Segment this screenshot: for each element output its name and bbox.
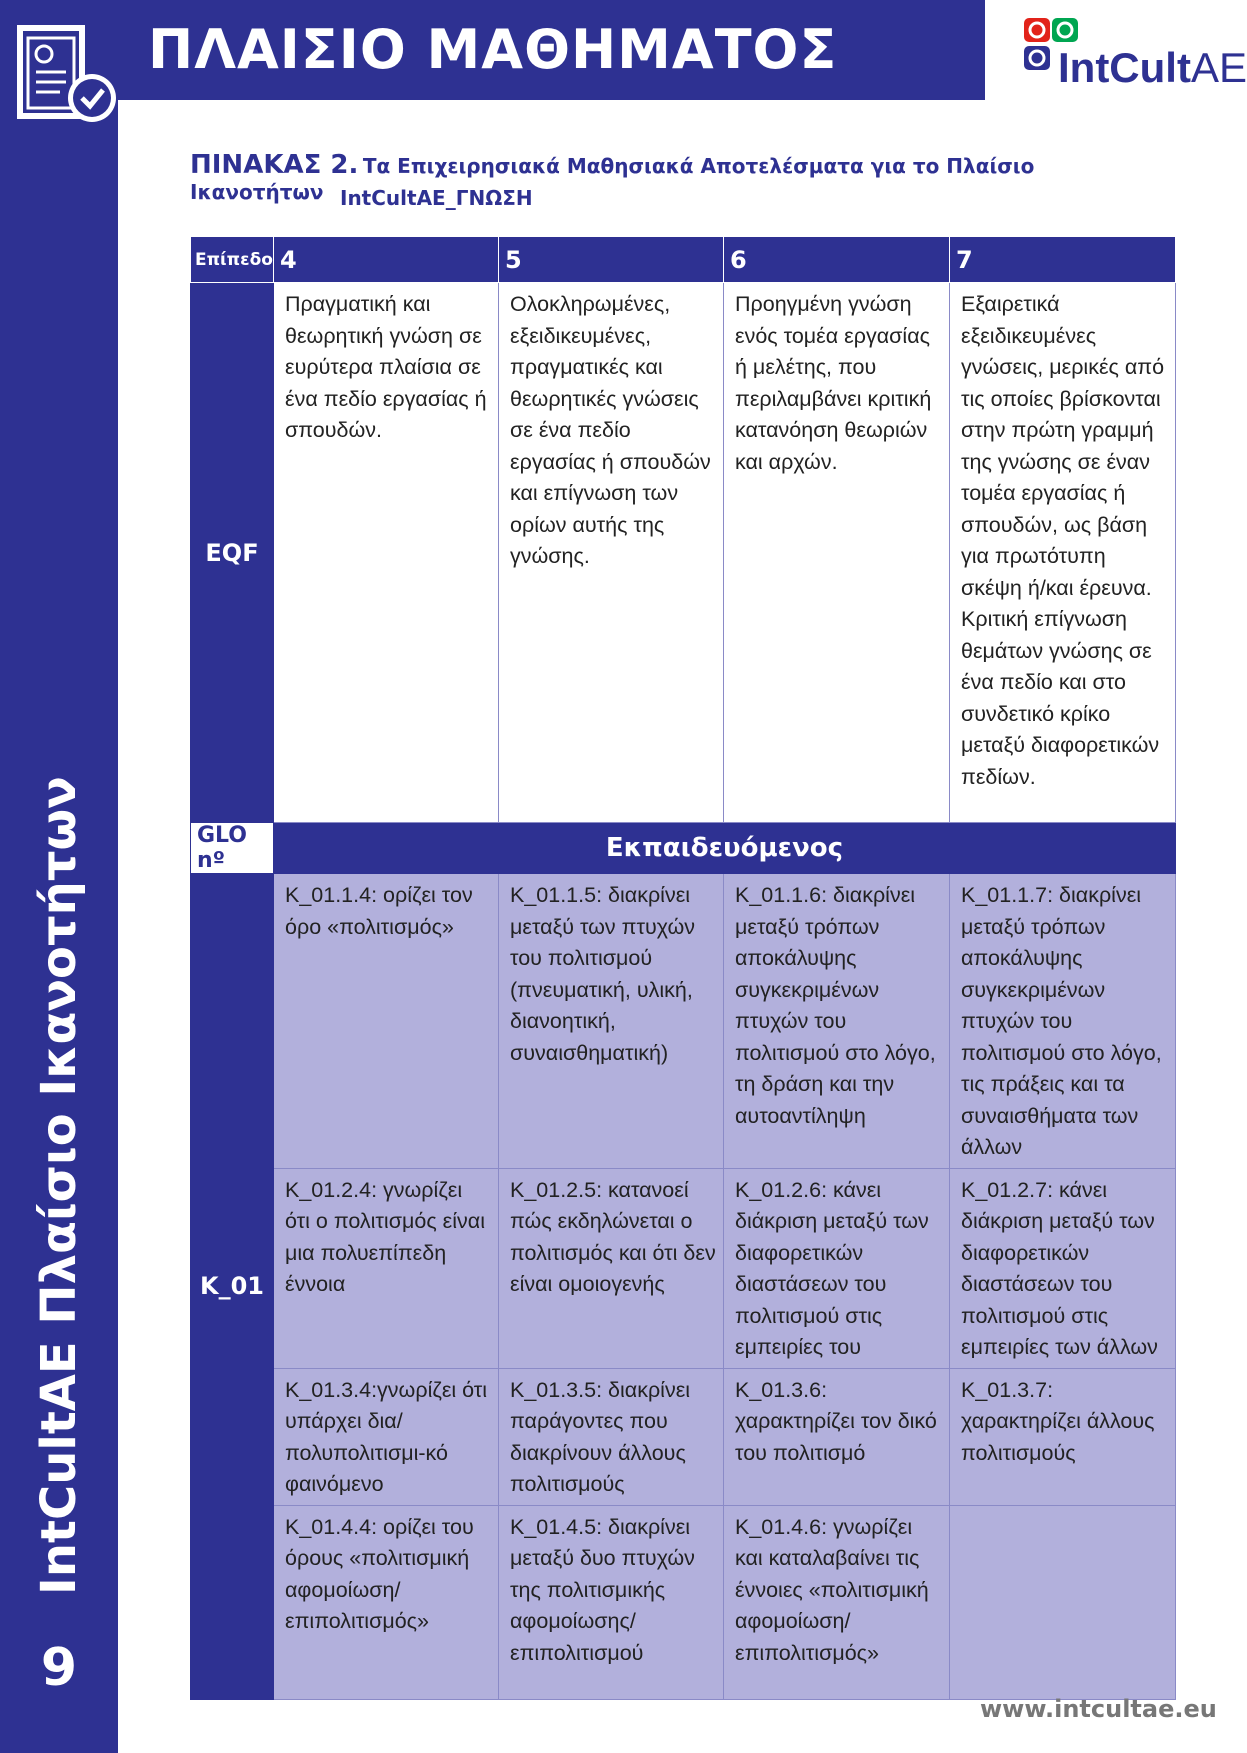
caption-text: Τα Επιχειρησιακά Μαθησιακά Αποτελέσματα για το Πλαίσιο Ικανοτήτων (190, 154, 1035, 204)
outcome-cell: K_01.2.4: γνωρίζει ότι ο πολιτισμός είναι μια πολυεπίπεδη έννοια (274, 1168, 499, 1368)
outcome-cell: K_01.4.6: γνωρίζει και καταλαβαίνει τις έννοιες «πολιτισμική αφομοίωση/ επιπολιτισμός» (724, 1505, 950, 1699)
table-row (191, 1505, 1176, 1699)
eqf-cell: Ολοκληρωμένες, εξειδικευμένες, πραγματικές και θεωρητικές γνώσεις σε ένα πεδίο εργασίας ή σπουδών και επίγνωση των ορίων αυτής της γνώσης. (499, 283, 724, 823)
eqf-cell: Πραγματική και θεωρητική γνώση σε ευρύτερα πλαίσια σε ένα πεδίο εργασίας ή σπουδών. (274, 283, 499, 823)
glo-header-row (191, 823, 1176, 874)
footer-url: www.intcultae.eu (980, 1695, 1217, 1723)
table-row (191, 1168, 1176, 1368)
outcome-cell (950, 1505, 1176, 1699)
level-5: 5 (499, 237, 724, 283)
table-caption (190, 150, 1150, 204)
table-row (191, 874, 1176, 1169)
outcome-cell: K_01.3.5: διακρίνει παράγοντες που διακρίνουν άλλους πολιτισμούς (499, 1368, 724, 1505)
caption-prefix: ΠΙΝΑΚΑΣ 2. (190, 150, 359, 180)
eqf-cell: Προηγμένη γνώση ενός τομέα εργασίας ή μελέτης, που περιλαμβάνει κριτική κατανόηση θεωριών και αρχών. (724, 283, 950, 823)
outcome-cell: K_01.2.6: κάνει διάκριση μεταξύ των διαφορετικών διαστάσεων του πολιτισμού στις εμπειρίες του (724, 1168, 950, 1368)
eqf-cell: Εξαιρετικά εξειδικευμένες γνώσεις, μερικές από τις οποίες βρίσκονται στην πρώτη γραμμή της γνώσης σε έναν τομέα εργασίας ή σπουδών, ως βάση για πρωτότυπη σκέψη ή/και έρευνα. Κριτική επίγνωση θεμάτων γνώσης σε ένα πεδίο και στο συνδετικό κρίκο μεταξύ διαφορετικών πεδίων. (950, 283, 1176, 823)
level-7: 7 (950, 237, 1176, 283)
glo-label: GLO nº (191, 823, 274, 874)
outcome-cell: K_01.1.7: διακρίνει μεταξύ τρόπων αποκάλυψης συγκεκριμένων πτυχών του πολιτισμού στο λόγο, τις πράξεις και τα συναισθήματα των άλλων (950, 874, 1176, 1169)
eqf-label: EQF (191, 283, 274, 823)
learner-header: Εκπαιδευόμενος (274, 823, 1176, 874)
outcome-cell: K_01.4.5: διακρίνει μεταξύ δυο πτυχών της πολιτισμικής αφομοίωσης/ επιπολιτισμού (499, 1505, 724, 1699)
side-title: IntCultAE Πλαίσιο Ικανοτήτων (31, 776, 87, 1595)
outcome-cell: K_01.4.4: ορίζει του όρους «πολιτισμική αφομοίωση/ επιπολιτισμός» (274, 1505, 499, 1699)
document-check-icon (14, 20, 120, 132)
outcome-cell: K_01.2.5: κατανοεί πώς εκδηλώνεται ο πολιτισμός και ότι δεν είναι ομοιογενής (499, 1168, 724, 1368)
outcome-cell: K_01.1.5: διακρίνει μεταξύ των πτυχών του πολιτισμού (πνευματική, υλική, διανοητική, συναισθηματική) (499, 874, 724, 1169)
logo-text: IntCultAE (1058, 44, 1247, 91)
eqf-row (191, 283, 1176, 823)
outcome-cell: K_01.3.7: χαρακτηρίζει άλλους πολιτισμούς (950, 1368, 1176, 1505)
level-header-row (191, 237, 1176, 283)
competence-table (190, 236, 1176, 1700)
page-number: 9 (40, 1638, 78, 1698)
outcome-cell: K_01.1.4: ορίζει τον όρο «πολιτισμός» (274, 874, 499, 1169)
outcome-cell: K_01.3.4:γνωρίζει ότι υπάρχει δια/ πολυπολιτισμι-κό φαινόμενο (274, 1368, 499, 1505)
level-4: 4 (274, 237, 499, 283)
level-6: 6 (724, 237, 950, 283)
outcome-cell: K_01.3.6: χαρακτηρίζει τον δικό του πολιτισμό (724, 1368, 950, 1505)
page-title: ΠΛΑΙΣΙΟ ΜΑΘΗΜΑΤΟΣ (148, 18, 838, 81)
group-label: K_01 (191, 874, 274, 1700)
outcome-cell: K_01.1.6: διακρίνει μεταξύ τρόπων αποκάλυψης συγκεκριμένων πτυχών του πολιτισμού στο λόγο, τη δράση και την αυτοαντίληψη (724, 874, 950, 1169)
level-header: Επίπεδο (191, 237, 274, 283)
outcome-cell: K_01.2.7: κάνει διάκριση μεταξύ των διαφορετικών διαστάσεων του πολιτισμού στις εμπειρίες των άλλων (950, 1168, 1176, 1368)
table-row (191, 1368, 1176, 1505)
caption-subtitle: IntCultAE_ΓΝΩΣΗ (340, 186, 533, 210)
